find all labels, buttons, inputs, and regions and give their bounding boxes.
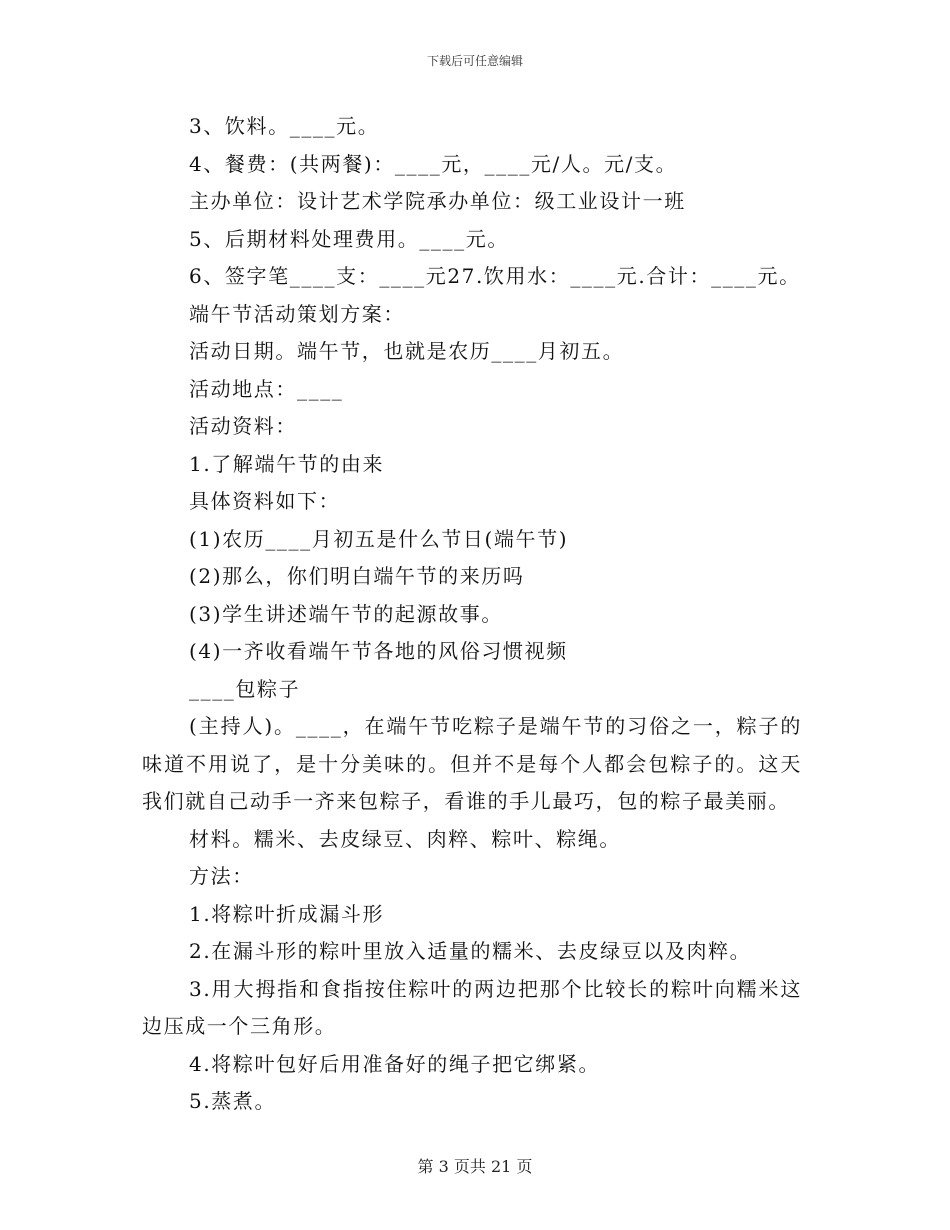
detail-item-1: (1)农历____月初五是什么节日(端午节): [189, 526, 569, 551]
host-paragraph: (主持人)。____，在端午节吃粽子是端午节的习俗之一，粽子的味道不用说了，是十分美味的。但并不是每个人都会包粽子的。这天我们就自己动手一齐来包粽子，看谁的手儿最巧，包的粽子最美丽。: [142, 714, 802, 813]
detail-item-4: (4)一齐收看端午节各地的风俗习惯视频: [189, 639, 568, 663]
page-number-footer: 第 3 页共 21 页: [417, 1157, 533, 1176]
method-step-3: 3.用大拇指和食指按住粽叶的两边把那个比较长的粽叶向糯米这边压成一个三角形。: [142, 976, 802, 1038]
budget-line-materials: 5、后期材料处理费用。____元。: [189, 226, 509, 251]
page-header-note: 下载后可任意编辑: [426, 54, 523, 68]
budget-line-meals: 4、餐费：(共两餐)：____元，____元/人。元/支。: [189, 151, 678, 176]
section-title: 端午节活动策划方案：: [189, 301, 405, 326]
details-label: 具体资料如下：: [189, 489, 341, 513]
budget-line-drinks: 3、饮料。____元。: [189, 114, 380, 138]
organizer-line: 主办单位：设计艺术学院承办单位：级工业设计一班: [189, 189, 686, 213]
method-step-2: 2.在漏斗形的粽叶里放入适量的糯米、去皮绿豆以及肉粹。: [189, 939, 752, 963]
activity-date: 活动日期。端午节，也就是农历____月初五。: [189, 339, 625, 363]
materials-line: 材料。糯米、去皮绿豆、肉粹、粽叶、粽绳。: [189, 826, 621, 851]
budget-line-pens: 6、签字笔____支：____元27.饮用水：____元.合计：____元。: [189, 264, 801, 288]
detail-item-2: (2)那么，你们明白端午节的来历吗: [189, 564, 525, 588]
activity-location: 活动地点：____: [189, 376, 344, 401]
activity-content-label: 活动资料：: [189, 414, 297, 438]
zongzi-heading: ____包粽子: [189, 676, 301, 701]
detail-item-3: (3)学生讲述端午节的起源故事。: [189, 601, 503, 626]
document-body: [142, 108, 802, 1121]
content-item-1: 1.了解端午节的由来: [189, 451, 385, 476]
method-step-1: 1.将粽叶折成漏斗形: [189, 901, 385, 926]
method-label: 方法：: [189, 864, 254, 888]
method-step-4: 4.将粽叶包好后用准备好的绳子把它绑紧。: [189, 1051, 601, 1076]
method-step-5: 5.蒸煮。: [189, 1089, 277, 1113]
